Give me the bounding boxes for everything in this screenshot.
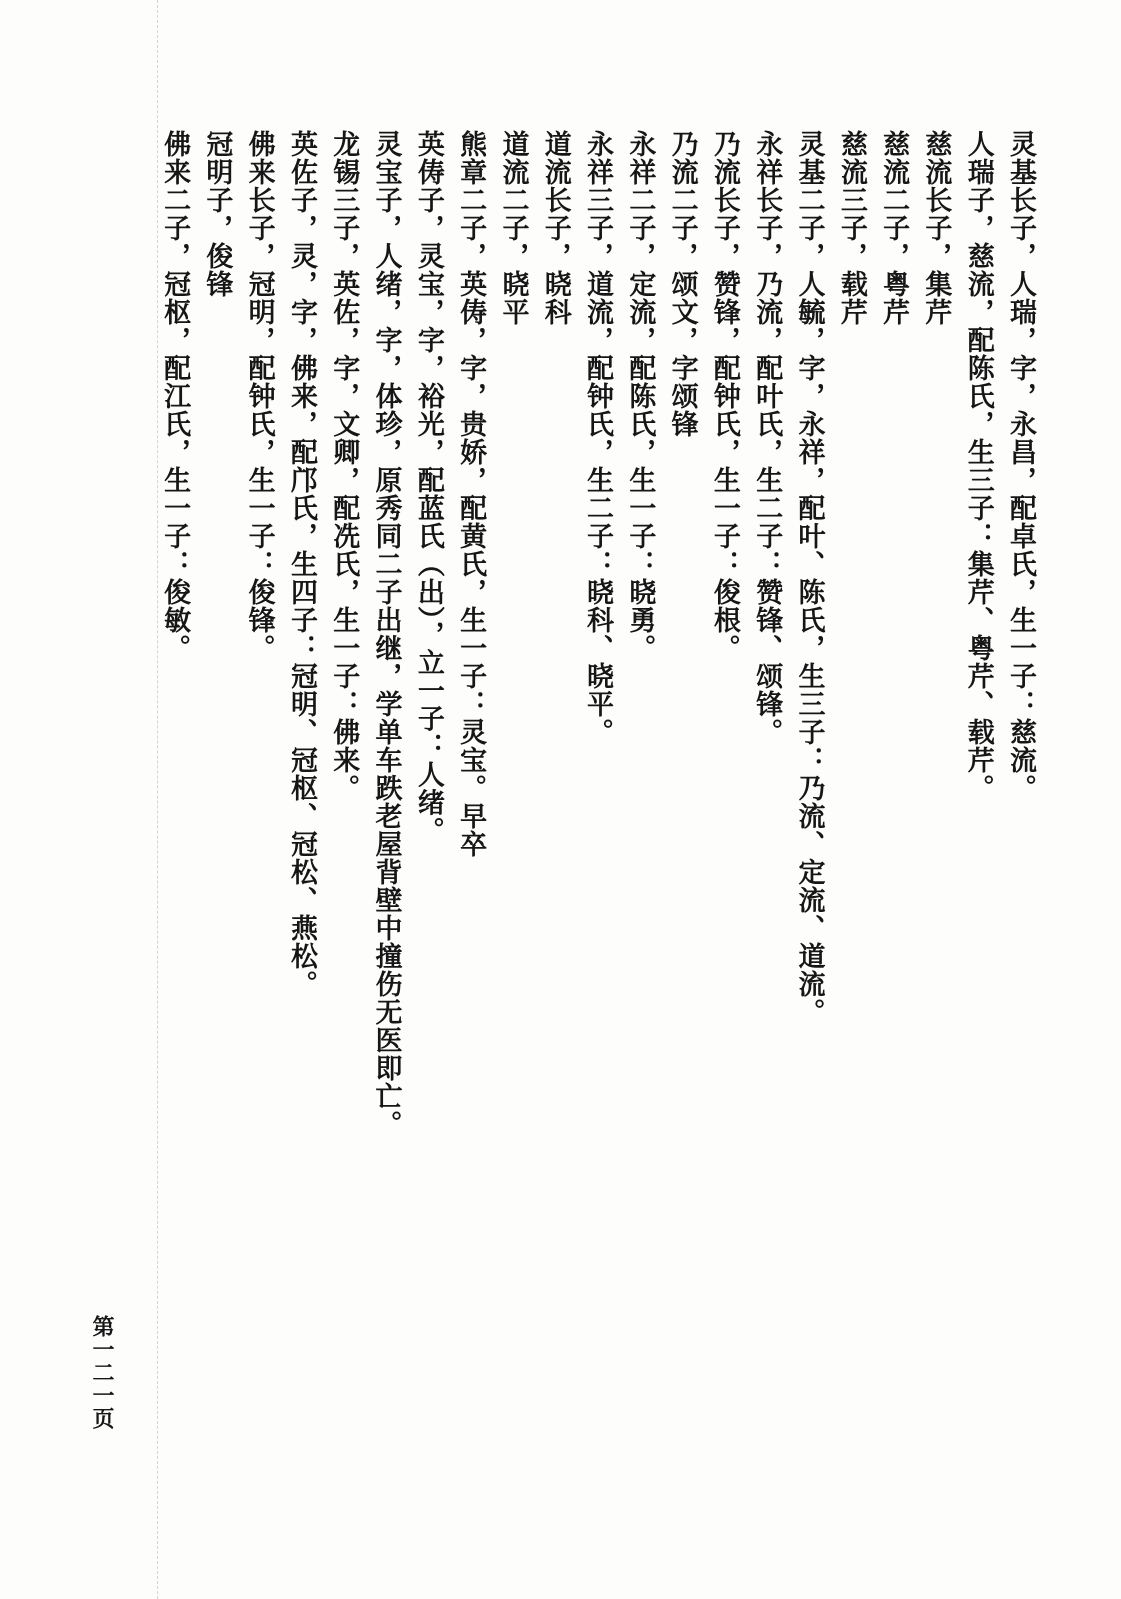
genealogy-entry xyxy=(153,130,195,662)
entry-text: 灵基长子，人瑞，字，永昌，配卓氏，生一子：慈流。 xyxy=(1005,130,1036,802)
entry-text: 乃流二子，颂文，字颂锋 xyxy=(666,130,698,438)
genealogy-entry xyxy=(491,130,533,326)
entry-text: 龙锡三子，英佐，字，文卿，配冼氏，生一子：佛来。 xyxy=(328,130,360,802)
entry-text: 冠明子，俊锋 xyxy=(201,130,233,298)
genealogy-entry xyxy=(237,130,279,662)
genealogy-entry xyxy=(914,130,956,326)
genealogy-entry xyxy=(533,130,575,326)
genealogy-entry xyxy=(745,130,787,746)
entry-text: 慈流三子，载芹 xyxy=(835,130,867,326)
entry-text: 永祥长子，乃流，配叶氏，生二子：赞锋、颂锋。 xyxy=(751,130,783,746)
genealogy-entry xyxy=(195,130,237,298)
entry-text: 人瑞子，慈流，配陈氏，生三子：集芹、粤芹、载芹。 xyxy=(962,130,994,802)
entry-text: 英佐子，灵，字，佛来，配邝氏，生四子：冠明、冠枢、冠松、燕松。 xyxy=(285,130,317,998)
genealogy-entry xyxy=(660,130,702,438)
entry-text: 灵基二子，人毓，字，永祥，配叶、陈氏，生三子：乃流、定流、道流。 xyxy=(793,130,825,1026)
entry-text: 佛来二子，冠枢，配江氏，生一子：俊敏。 xyxy=(159,130,191,662)
genealogy-entries xyxy=(153,130,1041,1138)
entry-text: 道流长子，晓科 xyxy=(539,130,571,326)
entry-text: 永祥二子，定流，配陈氏，生一子：晓勇。 xyxy=(624,130,656,662)
genealogy-entry xyxy=(999,130,1041,802)
genealogy-entry xyxy=(576,130,618,746)
genealogy-entry xyxy=(787,130,829,1026)
entry-text: 慈流长子，集芹 xyxy=(920,130,952,326)
genealogy-entry xyxy=(830,130,872,326)
entry-text: 佛来长子，冠明，配钟氏，生一子：俊锋。 xyxy=(243,130,275,662)
page-number: 第一二一页 xyxy=(89,1315,114,1430)
genealogy-entry xyxy=(872,130,914,326)
entry-text: 永祥三子，道流，配钟氏，生二子：晓科、晓平。 xyxy=(582,130,614,746)
entry-text: 慈流二子，粤芹 xyxy=(878,130,910,326)
genealogy-entry xyxy=(407,130,449,845)
entry-text: 乃流长子，赞锋，配钟氏，生一子：俊根。 xyxy=(708,130,740,662)
genealogy-entry xyxy=(956,130,998,802)
genealogy-entry xyxy=(618,130,660,662)
genealogy-entry xyxy=(703,130,745,662)
genealogy-entry xyxy=(280,130,322,998)
entry-text: 英俦子，灵宝，字，裕光，配蓝氏（出），立一子：人绪。 xyxy=(412,130,444,845)
entry-text: 熊章二子，英俦，字，贵娇，配黄氏，生一子：灵宝。早卒 xyxy=(455,130,487,858)
genealogy-entry xyxy=(449,130,491,858)
entry-text: 道流二子，晓平 xyxy=(497,130,529,326)
entry-text: 灵宝子，人绪，字，体珍，原秀同二子出继，学单车跌老屋背壁中撞伤无医即亡。 xyxy=(370,130,402,1138)
genealogy-entry xyxy=(322,130,364,802)
genealogy-entry xyxy=(364,130,406,1138)
